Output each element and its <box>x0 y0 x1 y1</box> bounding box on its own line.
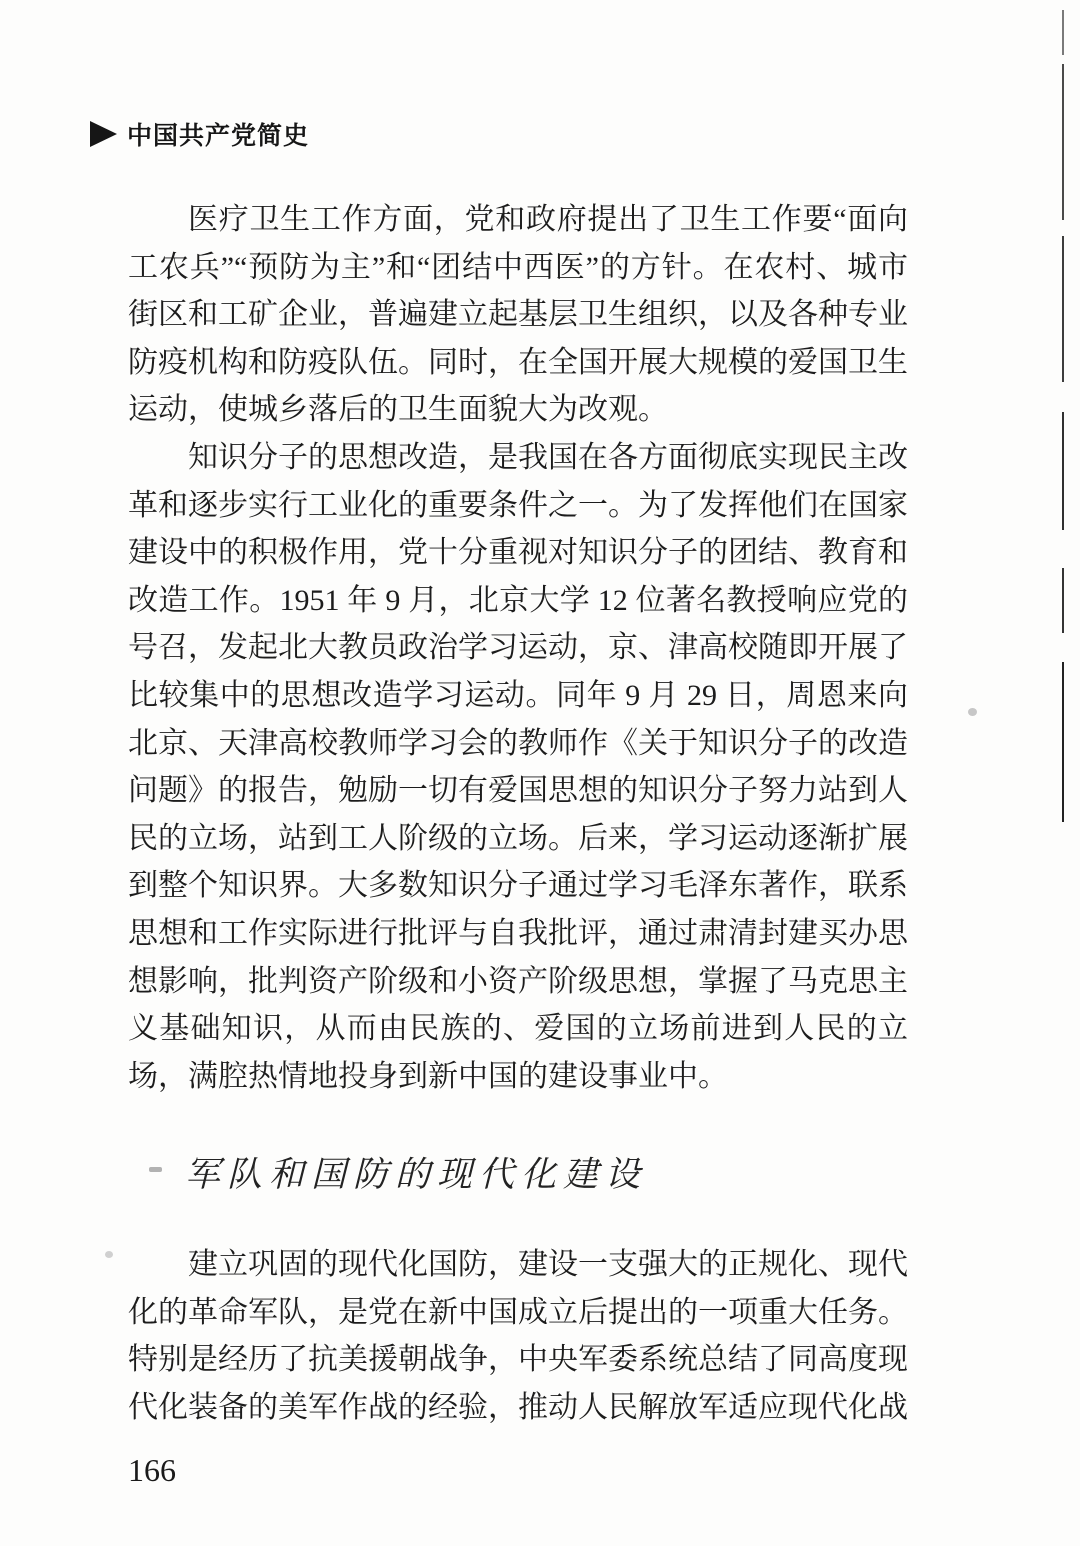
scan-edge-line <box>1062 568 1064 633</box>
scan-edge-line <box>1062 662 1064 822</box>
scan-edge-line <box>1062 64 1064 220</box>
scan-speck <box>105 1251 113 1258</box>
scan-speck <box>968 708 977 716</box>
book-title: 中国共产党简史 <box>127 122 310 150</box>
scan-edge-line <box>1062 236 1064 382</box>
right-triangle-icon <box>90 121 117 147</box>
running-head <box>90 116 309 152</box>
scan-edge-line <box>1062 10 1064 55</box>
paragraph-intellectuals-remolding: 知识分子的思想改造，是我国在各方面彻底实现民主改革和逐步实行工业化的重要条件之一。为了发挥他们在国家建设中的积极作用，党十分重视对知识分子的团结、教育和改造工作。1951 年 9 月，北京大学 12 位著名教授响应党的号召，发起北大教员政治学习运动，京、津高校随即开展了比较集中的思想改造学习运动。同年 9 月 29 日，周恩来向北京、天津高校教师学习会的教师作《关于知识分子的改造问题》的报告，勉励一切有爱国思想的知识分子努力站到人民的立场，站到工人阶级的立场。后来，学习运动逐渐扩展到整个知识界。大多数知识分子通过学习毛泽东著作，联系思想和工作实际进行批评与自我批评，通过肃清封建买办思想影响，批判资产阶级和小资产阶级思想，掌握了马克思主义基础知识，从而由民族的、爱国的立场前进到人民的立场，满腔热情地投身到新中国的建设事业中。 <box>128 440 908 1093</box>
page-body <box>128 196 908 1432</box>
scan-speck <box>149 1167 162 1172</box>
paragraph-health-work: 医疗卫生工作方面，党和政府提出了卫生工作要“面向工农兵”“预防为主”和“团结中西医”的方针。在农村、城市街区和工矿企业，普遍建立起基层卫生组织，以及各种专业防疫机构和防疫队伍。同时，在全国开展大规模的爱国卫生运动，使城乡落后的卫生面貌大为改观。 <box>128 203 908 427</box>
section-heading: 军队和国防的现代化建设 <box>185 1155 648 1195</box>
page-number: 166 <box>128 1452 176 1488</box>
paragraph-military-modernization: 建立巩固的现代化国防，建设一支强大的正规化、现代化的革命军队，是党在新中国成立后提出的一项重大任务。特别是经历了抗美援朝战争，中央军委系统总结了同高度现代化装备的美军作战的经验，推动人民解放军适应现代化战 <box>128 1248 908 1425</box>
scan-edge-line <box>1062 412 1064 530</box>
